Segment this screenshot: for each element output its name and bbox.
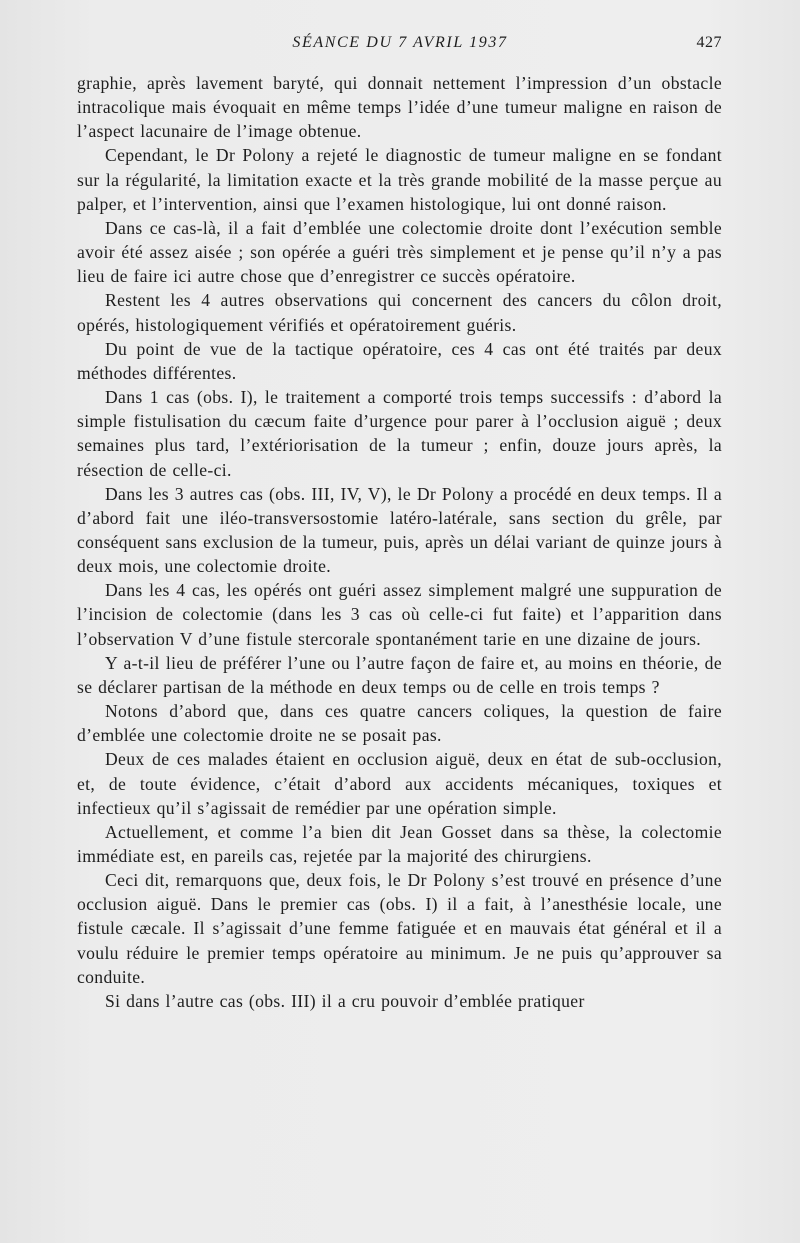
paragraph: Ceci dit, remarquons que, deux fois, le Dr Polony s’est trouvé en présence d’une occlusion aiguë. Dans le premier cas (obs. I) il a fait, à l’anesthésie locale, une fistule cæcale. Il s’agissait d’une femme fatiguée et en mauvais état général et il a voulu réduire le premier temps opératoire au minimum. Je ne puis qu’approuver sa conduite. — [77, 870, 722, 987]
page-number: 427 — [696, 34, 722, 51]
running-head — [78, 34, 722, 58]
body-text — [77, 71, 722, 1013]
paragraph: Du point de vue de la tactique opératoire, ces 4 cas ont été traités par deux méthodes différentes. — [77, 338, 722, 383]
paragraph: Dans 1 cas (obs. I), le traitement a comporté trois temps successifs : d’abord la simple fistulisation du cæcum faite d’urgence pour parer à l’occlusion aiguë ; deux semaines plus tard, l’extériorisation de la tumeur ; enfin, douze jours après, la résection de celle-ci. — [77, 387, 722, 480]
paragraph: Deux de ces malades étaient en occlusion aiguë, deux en état de sub-occlusion, et, de toute évidence, c’était d’abord aux accidents mécaniques, toxiques et infectieux qu’il s’agissait de remédier par une opération simple. — [77, 749, 722, 818]
paragraph: Dans les 4 cas, les opérés ont guéri assez simplement malgré une suppuration de l’incision de colectomie (dans les 3 cas où celle-ci fut faite) et l’apparition dans l’observation V d’une fistule stercorale spontanément tarie en une dizaine de jours. — [77, 580, 722, 649]
paragraph: Actuellement, et comme l’a bien dit Jean Gosset dans sa thèse, la colectomie immédiate est, en pareils cas, rejetée par la majorité des chirurgiens. — [77, 821, 722, 866]
paragraph: Restent les 4 autres observations qui concernent des cancers du côlon droit, opérés, histologiquement vérifiés et opératoirement guéris. — [77, 290, 722, 335]
paragraph-continuation: graphie, après lavement baryté, qui donnait nettement l’impression d’un obstacle intracolique mais évoquait en même temps l’idée d’une tumeur maligne en raison de l’aspect lacunaire de l’image obtenue. — [77, 73, 722, 142]
paragraph: Si dans l’autre cas (obs. III) il a cru pouvoir d’emblée pratiquer — [105, 990, 585, 1011]
paragraph: Dans les 3 autres cas (obs. III, IV, V), le Dr Polony a procédé en deux temps. Il a d’abord fait une iléo-transversostomie latéro-latérale, sans section du grêle, par conséquent sans exclusion de la tumeur, puis, après un délai variant de quinze jours à deux mois, une colectomie droite. — [77, 483, 722, 577]
paragraph: Notons d’abord que, dans ces quatre cancers coliques, la question de faire d’emblée une colectomie droite ne se posait pas. — [77, 701, 722, 746]
paragraph: Cependant, le Dr Polony a rejeté le diagnostic de tumeur maligne en se fondant sur la régularité, la limitation exacte et la très grande mobilité de la masse perçue au palper, et l’intervention, ainsi que l’examen histologique, lui ont donné raison. — [77, 145, 722, 214]
paragraph: Y a-t-il lieu de préférer l’une ou l’autre façon de faire et, au moins en théorie, de se déclarer partisan de la méthode en deux temps ou de celle en trois temps ? — [77, 652, 722, 697]
running-title: SÉANCE DU 7 AVRIL 1937 — [292, 34, 508, 51]
paragraph: Dans ce cas-là, il a fait d’emblée une colectomie droite dont l’exécution semble avoir été assez aisée ; son opérée a guéri très simplement et je pense qu’il n’y a pas lieu de faire ici autre chose que d’enregistrer ce succès opératoire. — [77, 217, 722, 287]
